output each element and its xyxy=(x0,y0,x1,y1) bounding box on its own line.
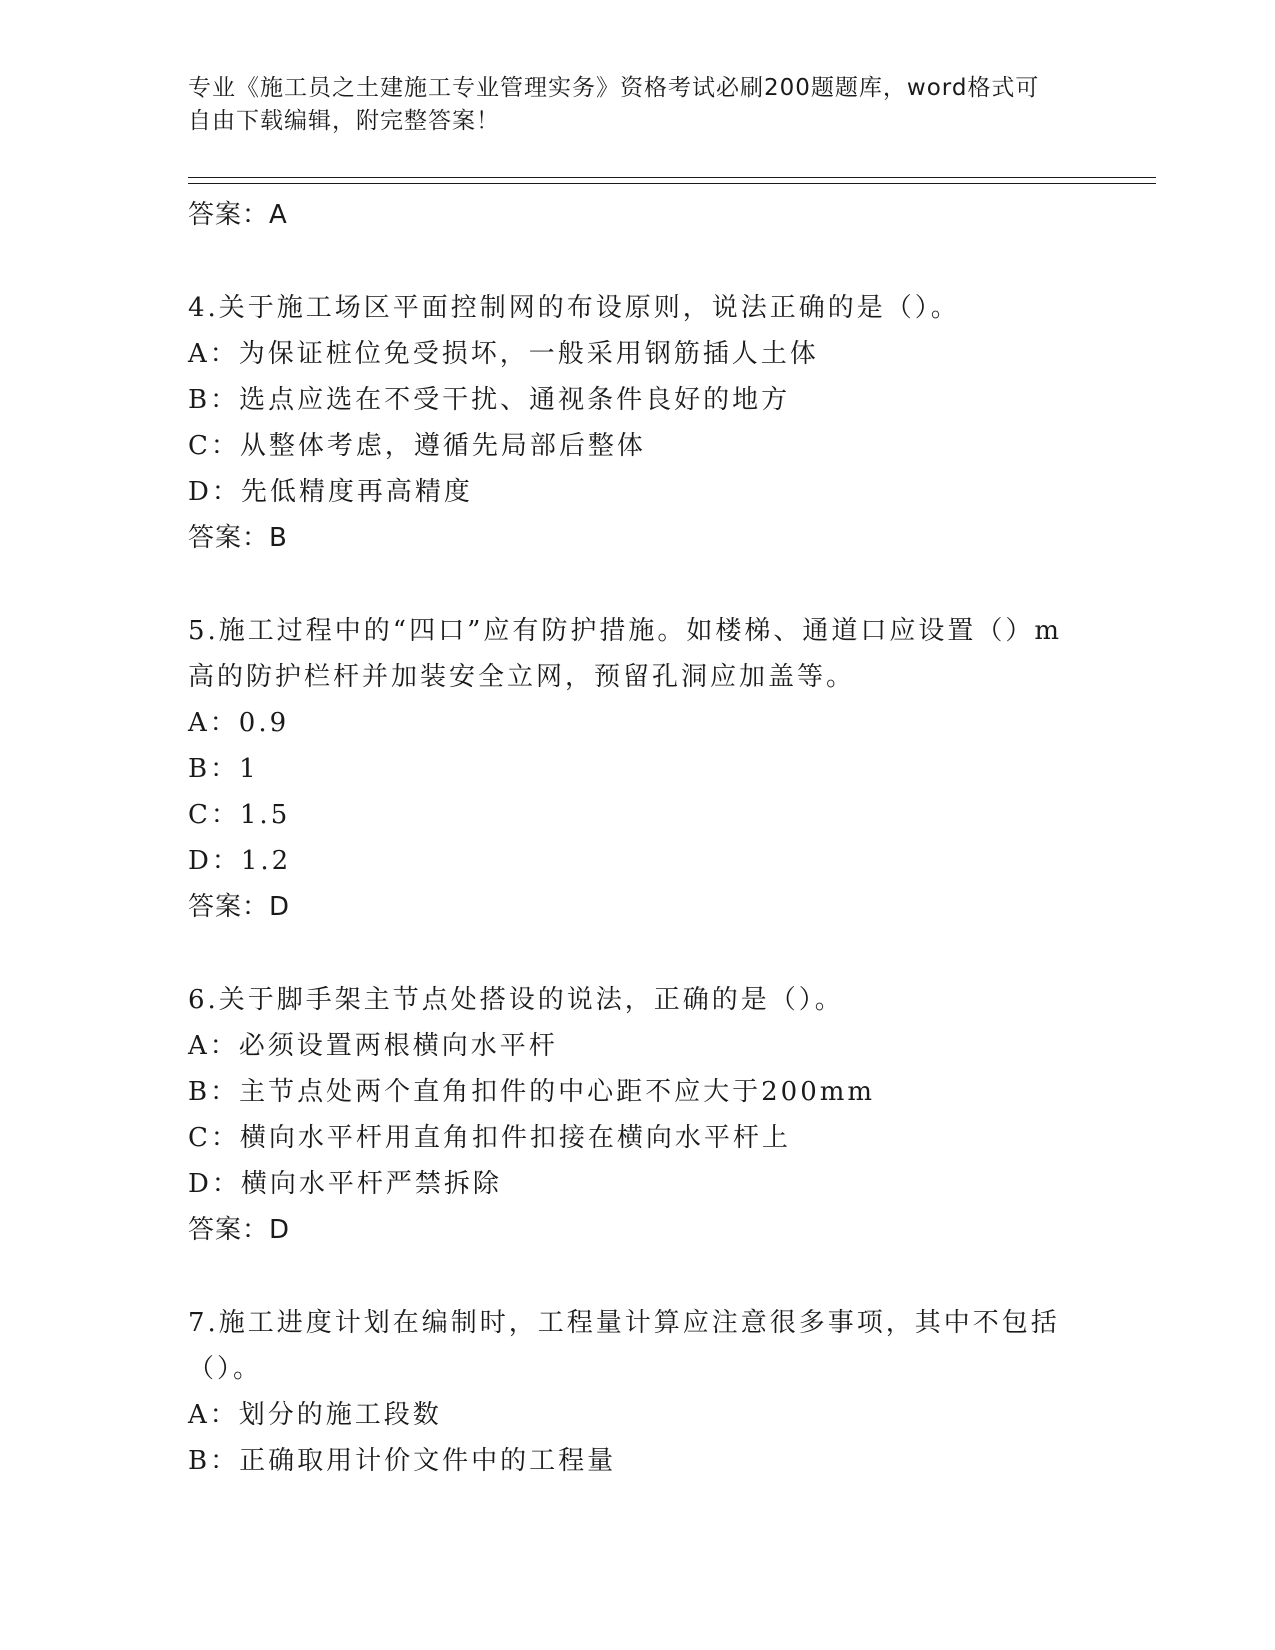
question-stem xyxy=(188,977,1108,1023)
answer-line: 答案：B xyxy=(188,523,288,553)
question-item xyxy=(188,285,1108,561)
option-d: D：先低精度再高精度 xyxy=(188,477,473,507)
option-b: B：选点应选在不受干扰、通视条件良好的地方 xyxy=(188,385,791,415)
answer-line: 答案：D xyxy=(188,892,291,922)
header-line-1: 专业《施工员之土建施工专业管理实务》资格考试必刷200题题库，word格式可 xyxy=(188,75,1040,101)
question-stem xyxy=(188,608,1108,700)
option-a: A：0.9 xyxy=(188,708,290,738)
option-b: B：主节点处两个直角扣件的中心距不应大于200mm xyxy=(188,1077,876,1107)
question-stem xyxy=(188,285,1108,331)
option-c: C：从整体考虑，遵循先局部后整体 xyxy=(188,431,646,461)
option-b: B：1 xyxy=(188,754,259,784)
question-item xyxy=(188,977,1108,1253)
question-stem-line: 7.施工进度计划在编制时，工程量计算应注意很多事项，其中不包括 xyxy=(188,1308,1060,1338)
question-list xyxy=(188,192,1108,1484)
header-divider-top xyxy=(188,177,1156,178)
option-b: B：正确取用计价文件中的工程量 xyxy=(188,1446,617,1476)
header-divider-bottom xyxy=(188,183,1156,184)
header-line-2: 自由下载编辑，附完整答案！ xyxy=(188,108,500,134)
option-a: A：必须设置两根横向水平杆 xyxy=(188,1031,558,1061)
option-d: D：1.2 xyxy=(188,846,292,876)
option-d: D：横向水平杆严禁拆除 xyxy=(188,1169,502,1199)
question-item xyxy=(188,608,1108,930)
document-header xyxy=(188,72,1068,138)
question-item xyxy=(188,1300,1108,1484)
question-stem-line: 5.施工过程中的“四口”应有防护措施。如楼梯、通道口应设置（）m xyxy=(188,616,1063,646)
question-stem xyxy=(188,1300,1108,1392)
answer-line: 答案：A xyxy=(188,200,288,230)
option-a: A：为保证桩位免受损坏，一般采用钢筋插人土体 xyxy=(188,339,819,369)
question-stem-line: 6.关于脚手架主节点处搭设的说法，正确的是（）。 xyxy=(188,985,844,1015)
option-a: A：划分的施工段数 xyxy=(188,1400,442,1430)
question-stem-line: 4.关于施工场区平面控制网的布设原则，说法正确的是（）。 xyxy=(188,293,960,323)
question-stem-line: （）。 xyxy=(188,1354,263,1384)
answer-line: 答案：D xyxy=(188,1215,291,1245)
option-c: C：横向水平杆用直角扣件扣接在横向水平杆上 xyxy=(188,1123,791,1153)
option-c: C：1.5 xyxy=(188,800,291,830)
question-stem-line: 高的防护栏杆并加装安全立网，预留孔洞应加盖等。 xyxy=(188,662,856,692)
